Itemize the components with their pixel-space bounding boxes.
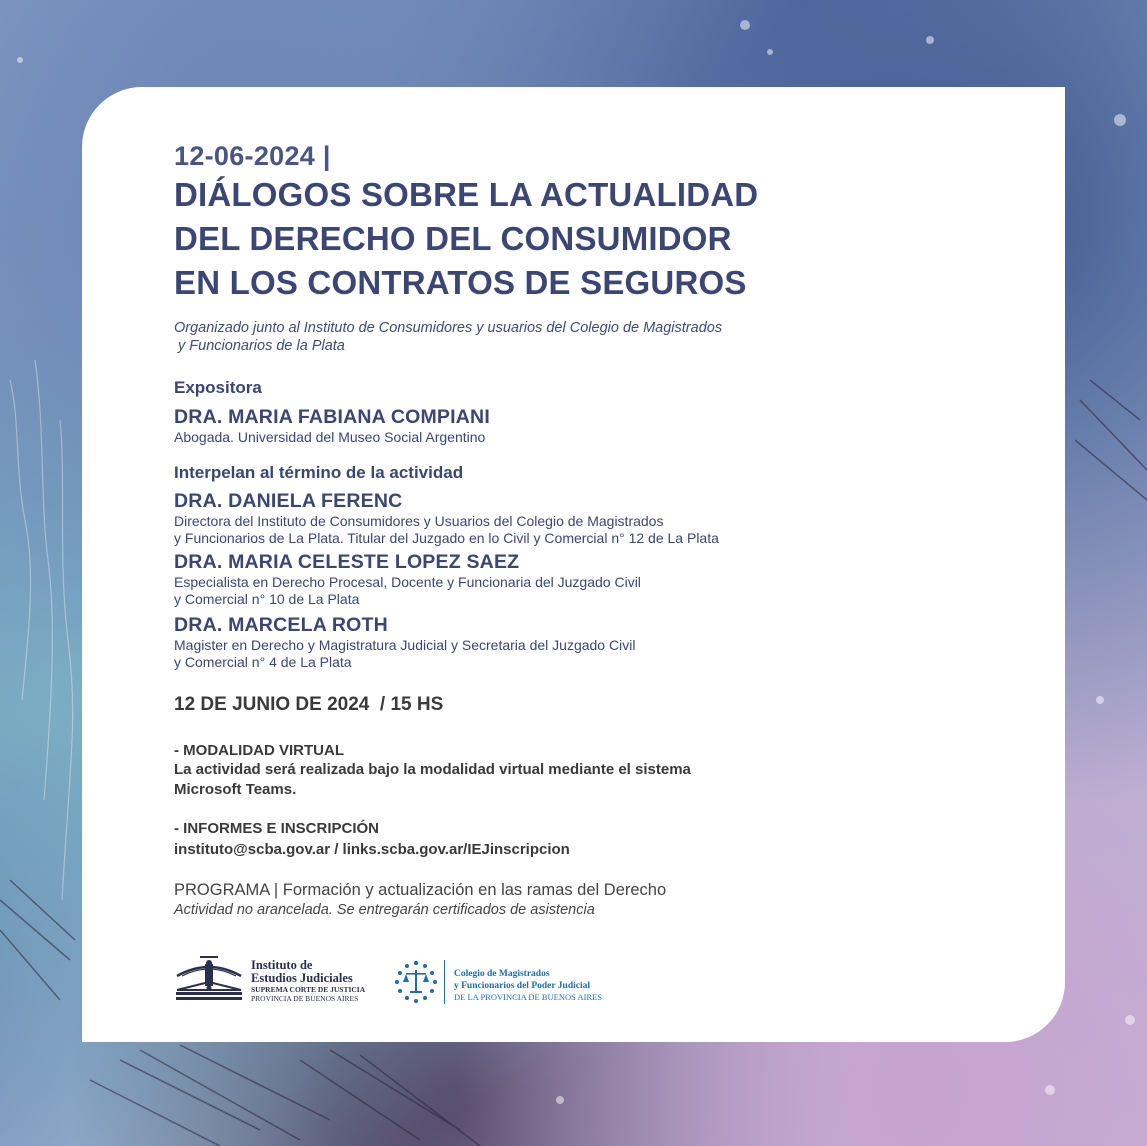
panelist-desc-line: y Comercial n° 10 de La Plata [174, 591, 360, 607]
panelist-name: DRA. MARCELA ROTH [174, 614, 388, 636]
subtitle-line: y Funcionarios de la Plata [174, 338, 345, 354]
card-content [174, 139, 974, 920]
iej-logo-line: Estudios Judiciales [251, 971, 353, 985]
event-date-header: 12-06-2024 | [174, 141, 331, 171]
panelist-name: DRA. DANIELA FERENC [174, 490, 403, 512]
speaker-section [174, 377, 974, 446]
registration-section [174, 819, 974, 860]
event-title [174, 173, 974, 305]
event-subtitle [174, 319, 974, 355]
colegio-logo-title [454, 968, 590, 992]
info-card [82, 87, 1065, 1042]
iej-logo-sub1: SUPREMA CORTE DE JUSTICIA [251, 985, 366, 994]
program-note: Actividad no arancelada. Se entregarán certificados de asistencia [174, 902, 595, 918]
subtitle-line: Organizado junto al Instituto de Consumidores y usuarios del Colegio de Magistrados [174, 320, 723, 336]
program-section [174, 880, 974, 920]
colegio-logo-divider [444, 960, 445, 1004]
event-title-line: EN LOS CONTRATOS DE SEGUROS [174, 264, 747, 301]
courthouse-icon [174, 956, 244, 1006]
scales-emblem-icon [392, 958, 440, 1006]
event-title-line: DIÁLOGOS SOBRE LA ACTUALIDAD [174, 176, 759, 213]
panelist-name: DRA. MARIA CELESTE LOPEZ SAEZ [174, 551, 520, 573]
registration-contact-link[interactable]: instituto@scba.gov.ar / links.scba.gov.ar/IEJinscripcion [174, 841, 570, 858]
panelist [174, 613, 974, 671]
panelist-desc-line: Especialista en Derecho Procesal, Docente y Funcionaria del Juzgado Civil [174, 574, 641, 590]
colegio-logo-sub: DE LA PROVINCIA DE BUENOS AIRES [454, 992, 603, 1002]
iej-logo-sub2: PROVINCIA DE BUENOS AIRES [251, 994, 359, 1003]
colegio-logo-line: Colegio de Magistrados [454, 969, 550, 979]
colegio-logo-line: y Funcionarios del Poder Judicial [454, 981, 591, 991]
event-title-line: DEL DERECHO DEL CONSUMIDOR [174, 220, 732, 257]
panel-label: Interpelan al término de la actividad [174, 463, 464, 482]
modality-section [174, 741, 974, 800]
speaker-label: Expositora [174, 378, 262, 397]
colegio-logo [392, 958, 772, 1008]
iej-logo [174, 954, 374, 1009]
panelist [174, 550, 974, 608]
panelist-desc-line: y Comercial n° 4 de La Plata [174, 654, 352, 670]
iej-logo-line: Instituto de [251, 958, 313, 972]
modality-title: - MODALIDAD VIRTUAL [174, 742, 344, 759]
modality-text-line: La actividad será realizada bajo la modalidad virtual mediante el sistema [174, 761, 691, 778]
footer-logos [174, 954, 774, 1009]
modality-text-line: Microsoft Teams. [174, 781, 297, 798]
speaker-description: Abogada. Universidad del Museo Social Argentino [174, 429, 486, 445]
panelist-desc-line: Magister en Derecho y Magistratura Judicial y Secretaria del Juzgado Civil [174, 637, 636, 653]
registration-title: - INFORMES E INSCRIPCIÓN [174, 820, 380, 837]
program-text: PROGRAMA | Formación y actualización en las ramas del Derecho [174, 881, 667, 899]
panelist-desc-line: y Funcionarios de La Plata. Titular del Juzgado en lo Civil y Comercial n° 12 de La Plata [174, 530, 719, 546]
speaker-name: DRA. MARIA FABIANA COMPIANI [174, 406, 490, 428]
panel-section [174, 462, 974, 671]
event-datetime: 12 DE JUNIO DE 2024 / 15 HS [174, 694, 444, 715]
panelist-desc-line: Directora del Instituto de Consumidores y Usuarios del Colegio de Magistrados [174, 513, 664, 529]
iej-logo-title [251, 959, 353, 985]
panelist [174, 489, 974, 547]
